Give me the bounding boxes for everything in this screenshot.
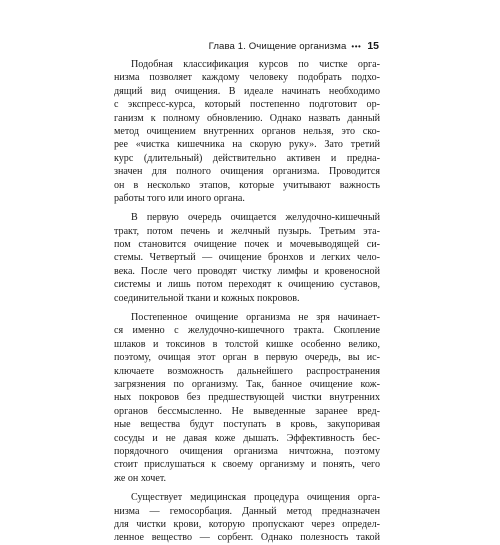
text-line: загрязнения по организму. Так, банное очищение кож- [114, 378, 380, 390]
text-line: низма позволяет каждому человеку подобрать подхо- [114, 72, 380, 84]
paragraph-4 [114, 491, 380, 545]
text-line: же он хочет. [114, 472, 166, 484]
text-line: В первую очередь очищается желудочно-кишечный [131, 212, 380, 224]
text-line: соединительной ткани и кожных покровов. [114, 292, 300, 304]
running-header [208, 38, 379, 54]
text-line: метод очищением внутренних органов нельзя, это ско- [114, 125, 380, 137]
text-line: пом становится очищение почек и мочевыводящей си- [114, 239, 380, 251]
text-line: низма — гемосорбация. Данный метод предназначен [114, 505, 380, 517]
text-line: курс (длительный) действительно активен и предна- [114, 152, 380, 164]
text-line: системы и лишь потом переходят к очищению суставов, [114, 279, 380, 291]
paragraph-2 [114, 211, 380, 305]
text-line: ключаете возможность дальнейшего распространения [114, 365, 380, 377]
text-line: Постепенное очищение организма не зря начинает- [131, 312, 380, 324]
text-line: ленное вещество — сорбент. Однако полезность такой [114, 532, 380, 544]
paragraph-1 [114, 58, 380, 205]
text-line: стемы. Четвертый — очищение бронхов и легких чело- [114, 252, 380, 264]
text-line: с экспресс-курса, который постепенно подготовит ор- [114, 99, 380, 111]
text-line: сосуды и не давая коже дышать. Эффективность бес- [114, 432, 380, 444]
header-dots: ••• [351, 41, 362, 51]
text-line: века. После чего проводят чистку лимфы и кровеносной [114, 265, 380, 277]
text-line: поэтому, очищая этот орган в первую очередь, вы ис- [114, 352, 380, 364]
chapter-title: Глава 1. Очищение организма [208, 40, 347, 52]
text-line: дящий вид очищения. В идеале начинать необходимо [114, 85, 380, 97]
text-line: ся именно с желудочно-кишечного тракта. Скопление [114, 325, 380, 337]
text-line: тракт, потом печень и желчный пузырь. Третьим эта- [114, 225, 380, 237]
body-text [114, 58, 380, 545]
paragraph-3 [114, 311, 380, 485]
text-line: работы того или иного органа. [114, 192, 245, 204]
text-line: ганизм к полному обновлению. Однако назвать данный [114, 112, 380, 124]
text-line: он в несколько этапов, которые учитывают важность [114, 179, 380, 191]
text-line: порядочного очищения организма ничтожна, поэтому [114, 445, 380, 457]
text-line: Существует медицинская процедура очищения орга- [131, 492, 380, 504]
text-line: рее «чистка кишечника на скорую руку». Зато третий [114, 139, 380, 151]
text-line: Подобная классификация курсов по чистке орга- [131, 59, 380, 70]
text-line: шлаков и токсинов в толстой кишке особенно велико, [114, 338, 380, 350]
text-line: значен для полного очищения организма. Проводится [114, 166, 380, 178]
text-line: органов бессмысленно. Не выведенные заранее вред- [114, 405, 380, 417]
text-line: для чистки крови, которую пропускают через определ- [114, 518, 380, 530]
page-number: 15 [367, 40, 379, 52]
text-line: ных покровов без предшествующей чистки внутренних [114, 392, 380, 404]
text-line: ные вещества будут поступать в кровь, закупоривая [114, 419, 380, 431]
text-line: стоит прислушаться к своему организму и понять, чего [114, 459, 380, 471]
